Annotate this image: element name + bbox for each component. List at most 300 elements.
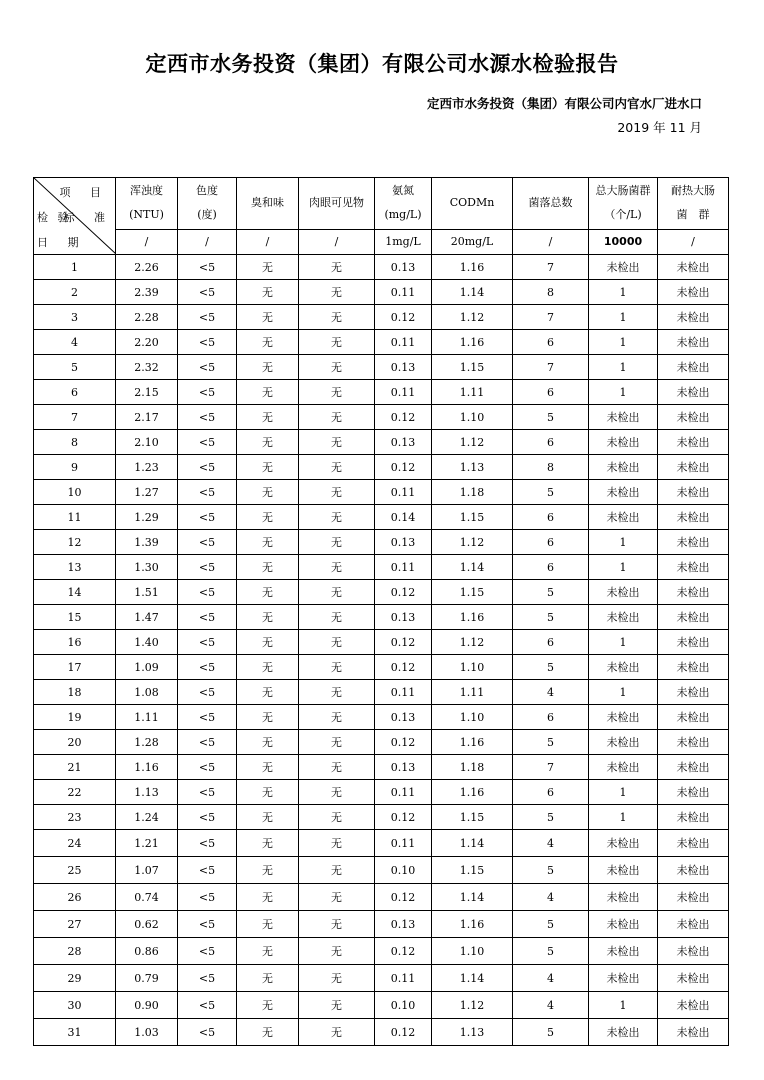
value-cell: 1.12 xyxy=(432,430,513,455)
value-cell: 1 xyxy=(589,530,658,555)
value-cell: 无 xyxy=(237,380,299,405)
value-cell: 7 xyxy=(513,255,589,280)
value-cell: 0.12 xyxy=(375,405,432,430)
value-cell: 1.16 xyxy=(432,780,513,805)
value-cell: 无 xyxy=(237,630,299,655)
value-cell: 0.14 xyxy=(375,505,432,530)
value-cell: 未检出 xyxy=(658,1019,729,1046)
value-cell: 4 xyxy=(513,992,589,1019)
value-cell: 未检出 xyxy=(658,938,729,965)
value-cell: 1.12 xyxy=(432,992,513,1019)
report-date: 2019 年 11 月 xyxy=(617,120,702,135)
standard-cell: 10000 xyxy=(589,229,658,254)
value-cell: <5 xyxy=(178,755,237,780)
value-cell: 无 xyxy=(299,780,375,805)
value-cell: 1.27 xyxy=(116,480,178,505)
day-cell: 12 xyxy=(34,530,116,555)
value-cell: 0.74 xyxy=(116,884,178,911)
value-cell: <5 xyxy=(178,680,237,705)
table-row xyxy=(34,380,729,405)
day-cell: 9 xyxy=(34,455,116,480)
table-row xyxy=(34,830,729,857)
value-cell: 1 xyxy=(589,555,658,580)
value-cell: <5 xyxy=(178,405,237,430)
value-cell: 无 xyxy=(299,938,375,965)
value-cell: 无 xyxy=(299,305,375,330)
value-cell: <5 xyxy=(178,430,237,455)
value-cell: 1.15 xyxy=(432,355,513,380)
value-cell: 2.10 xyxy=(116,430,178,455)
value-cell: 无 xyxy=(299,730,375,755)
value-cell: 无 xyxy=(237,830,299,857)
value-cell: 未检出 xyxy=(658,605,729,630)
value-cell: <5 xyxy=(178,830,237,857)
value-cell: 1.15 xyxy=(432,857,513,884)
value-cell: 0.11 xyxy=(375,330,432,355)
table-row xyxy=(34,505,729,530)
report-title: 定西市水务投资（集团）有限公司水源水检验报告 xyxy=(145,52,619,76)
value-cell: 1.12 xyxy=(432,630,513,655)
column-header-line1: 耐热大肠 xyxy=(671,184,715,198)
value-cell: 1 xyxy=(589,630,658,655)
value-cell: <5 xyxy=(178,355,237,380)
value-cell: 未检出 xyxy=(658,884,729,911)
value-cell: 0.11 xyxy=(375,830,432,857)
value-cell: 1.28 xyxy=(116,730,178,755)
value-cell: 7 xyxy=(513,305,589,330)
value-cell: 1.16 xyxy=(432,255,513,280)
column-header xyxy=(432,178,513,230)
corner-header-cell xyxy=(34,178,116,255)
value-cell: 5 xyxy=(513,580,589,605)
value-cell: 1.14 xyxy=(432,555,513,580)
value-cell: 1.23 xyxy=(116,455,178,480)
value-cell: 2.26 xyxy=(116,255,178,280)
value-cell: <5 xyxy=(178,911,237,938)
day-cell: 14 xyxy=(34,580,116,605)
column-header-line1: 总大肠菌群 xyxy=(595,184,651,198)
value-cell: 无 xyxy=(237,680,299,705)
corner-standard-label-a: 检 验 xyxy=(37,211,72,224)
value-cell: 0.13 xyxy=(375,530,432,555)
value-cell: 未检出 xyxy=(589,580,658,605)
value-cell: 1.24 xyxy=(116,805,178,830)
value-cell: 1.16 xyxy=(432,911,513,938)
value-cell: <5 xyxy=(178,530,237,555)
value-cell: 无 xyxy=(299,655,375,680)
value-cell: 1.13 xyxy=(432,455,513,480)
value-cell: 0.79 xyxy=(116,965,178,992)
value-cell: 0.11 xyxy=(375,480,432,505)
value-cell: 未检出 xyxy=(658,730,729,755)
value-cell: 5 xyxy=(513,480,589,505)
value-cell: <5 xyxy=(178,805,237,830)
value-cell: 未检出 xyxy=(658,630,729,655)
value-cell: 无 xyxy=(299,280,375,305)
table-row xyxy=(34,992,729,1019)
corner-item-label: 项 目 xyxy=(59,186,109,199)
standard-cell: 1mg/L xyxy=(375,229,432,254)
standard-cell: / xyxy=(513,229,589,254)
value-cell: 6 xyxy=(513,555,589,580)
value-cell: 2.28 xyxy=(116,305,178,330)
value-cell: 无 xyxy=(299,884,375,911)
value-cell: 未检出 xyxy=(658,705,729,730)
value-cell: 未检出 xyxy=(658,505,729,530)
day-cell: 6 xyxy=(34,380,116,405)
value-cell: 4 xyxy=(513,680,589,705)
value-cell: 1.14 xyxy=(432,884,513,911)
value-cell: 6 xyxy=(513,530,589,555)
column-header-line1: 色度 xyxy=(196,184,218,198)
value-cell: 未检出 xyxy=(658,655,729,680)
value-cell: <5 xyxy=(178,780,237,805)
value-cell: 未检出 xyxy=(589,938,658,965)
value-cell: 5 xyxy=(513,857,589,884)
day-cell: 10 xyxy=(34,480,116,505)
day-cell: 7 xyxy=(34,405,116,430)
day-cell: 24 xyxy=(34,830,116,857)
value-cell: 1.16 xyxy=(116,755,178,780)
value-cell: 无 xyxy=(299,530,375,555)
value-cell: 无 xyxy=(299,965,375,992)
value-cell: 4 xyxy=(513,884,589,911)
table-row xyxy=(34,911,729,938)
value-cell: 1.14 xyxy=(432,280,513,305)
value-cell: 6 xyxy=(513,380,589,405)
day-cell: 22 xyxy=(34,780,116,805)
value-cell: 无 xyxy=(299,857,375,884)
value-cell: 未检出 xyxy=(589,830,658,857)
table-row xyxy=(34,280,729,305)
value-cell: 0.62 xyxy=(116,911,178,938)
value-cell: <5 xyxy=(178,705,237,730)
column-header-line1: 菌落总数 xyxy=(528,196,573,210)
value-cell: 无 xyxy=(237,530,299,555)
value-cell: 1.12 xyxy=(432,305,513,330)
value-cell: 未检出 xyxy=(589,505,658,530)
day-cell: 1 xyxy=(34,255,116,280)
value-cell: 未检出 xyxy=(658,965,729,992)
table-row xyxy=(34,530,729,555)
value-cell: 未检出 xyxy=(589,884,658,911)
value-cell: 无 xyxy=(237,730,299,755)
table-row xyxy=(34,480,729,505)
day-cell: 15 xyxy=(34,605,116,630)
standard-cell: 20mg/L xyxy=(432,229,513,254)
value-cell: 无 xyxy=(237,405,299,430)
column-header-line1: 肉眼可见物 xyxy=(309,196,364,210)
value-cell: 无 xyxy=(237,1019,299,1046)
value-cell: 1.15 xyxy=(432,805,513,830)
value-cell: 未检出 xyxy=(658,580,729,605)
value-cell: 5 xyxy=(513,911,589,938)
value-cell: 未检出 xyxy=(589,755,658,780)
value-cell: 无 xyxy=(237,255,299,280)
value-cell: 未检出 xyxy=(658,530,729,555)
corner-standard-label-b: 标 准 xyxy=(63,211,113,224)
value-cell: 0.12 xyxy=(375,580,432,605)
value-cell: 1.11 xyxy=(116,705,178,730)
value-cell: 未检出 xyxy=(658,830,729,857)
day-cell: 11 xyxy=(34,505,116,530)
value-cell: 1.13 xyxy=(432,1019,513,1046)
value-cell: <5 xyxy=(178,605,237,630)
value-cell: 未检出 xyxy=(658,805,729,830)
value-cell: 7 xyxy=(513,755,589,780)
day-cell: 4 xyxy=(34,330,116,355)
value-cell: 无 xyxy=(299,680,375,705)
value-cell: 未检出 xyxy=(589,655,658,680)
value-cell: 未检出 xyxy=(658,780,729,805)
day-cell: 29 xyxy=(34,965,116,992)
value-cell: 2.32 xyxy=(116,355,178,380)
value-cell: 无 xyxy=(299,992,375,1019)
value-cell: 5 xyxy=(513,805,589,830)
value-cell: 1.18 xyxy=(432,480,513,505)
value-cell: 1.03 xyxy=(116,1019,178,1046)
value-cell: 1 xyxy=(589,780,658,805)
value-cell: 6 xyxy=(513,505,589,530)
day-cell: 3 xyxy=(34,305,116,330)
value-cell: 8 xyxy=(513,280,589,305)
value-cell: 1.11 xyxy=(432,680,513,705)
value-cell: <5 xyxy=(178,380,237,405)
value-cell: 4 xyxy=(513,965,589,992)
column-header xyxy=(658,178,729,230)
value-cell: 1.16 xyxy=(432,605,513,630)
day-cell: 21 xyxy=(34,755,116,780)
table-row xyxy=(34,730,729,755)
value-cell: 未检出 xyxy=(658,480,729,505)
column-header-line1: 氨氮 xyxy=(392,184,414,198)
value-cell: 未检出 xyxy=(589,705,658,730)
value-cell: 1.15 xyxy=(432,580,513,605)
value-cell: 6 xyxy=(513,430,589,455)
table-row xyxy=(34,938,729,965)
report-subtitle: 定西市水务投资（集团）有限公司内官水厂进水口 xyxy=(426,96,702,111)
day-cell: 25 xyxy=(34,857,116,884)
inspection-table xyxy=(33,177,729,1046)
table-row xyxy=(34,1019,729,1046)
value-cell: 1.11 xyxy=(432,380,513,405)
value-cell: 1 xyxy=(589,805,658,830)
column-header xyxy=(299,178,375,230)
table-row xyxy=(34,857,729,884)
value-cell: <5 xyxy=(178,555,237,580)
column-header xyxy=(589,178,658,230)
value-cell: <5 xyxy=(178,480,237,505)
value-cell: 0.12 xyxy=(375,305,432,330)
standards-row xyxy=(34,229,729,254)
value-cell: 无 xyxy=(237,505,299,530)
value-cell: 无 xyxy=(237,605,299,630)
value-cell: 未检出 xyxy=(589,255,658,280)
day-cell: 19 xyxy=(34,705,116,730)
value-cell: 1.13 xyxy=(116,780,178,805)
value-cell: 未检出 xyxy=(589,857,658,884)
standard-cell: / xyxy=(237,229,299,254)
value-cell: 无 xyxy=(237,884,299,911)
value-cell: 5 xyxy=(513,605,589,630)
column-header-line2: （个/L) xyxy=(604,208,642,222)
value-cell: 8 xyxy=(513,455,589,480)
value-cell: 无 xyxy=(299,505,375,530)
table-row xyxy=(34,305,729,330)
value-cell: 无 xyxy=(237,355,299,380)
value-cell: 未检出 xyxy=(658,380,729,405)
value-cell: 1.12 xyxy=(432,530,513,555)
day-cell: 20 xyxy=(34,730,116,755)
value-cell: <5 xyxy=(178,655,237,680)
value-cell: 未检出 xyxy=(658,857,729,884)
value-cell: 1 xyxy=(589,280,658,305)
column-header-line2: (NTU) xyxy=(129,208,164,222)
table-row xyxy=(34,705,729,730)
value-cell: 无 xyxy=(299,805,375,830)
value-cell: 2.39 xyxy=(116,280,178,305)
column-header-line1: 臭和味 xyxy=(251,196,284,210)
value-cell: 无 xyxy=(299,405,375,430)
value-cell: 1 xyxy=(589,355,658,380)
day-cell: 26 xyxy=(34,884,116,911)
value-cell: 无 xyxy=(237,655,299,680)
table-row xyxy=(34,605,729,630)
value-cell: 未检出 xyxy=(658,992,729,1019)
value-cell: 0.13 xyxy=(375,605,432,630)
value-cell: 未检出 xyxy=(658,255,729,280)
value-cell: 1.18 xyxy=(432,755,513,780)
value-cell: <5 xyxy=(178,938,237,965)
value-cell: 1.10 xyxy=(432,405,513,430)
value-cell: 无 xyxy=(237,911,299,938)
value-cell: 0.12 xyxy=(375,455,432,480)
value-cell: 无 xyxy=(299,580,375,605)
value-cell: 无 xyxy=(299,605,375,630)
table-row xyxy=(34,805,729,830)
value-cell: 无 xyxy=(237,330,299,355)
table-row xyxy=(34,655,729,680)
value-cell: 无 xyxy=(237,992,299,1019)
value-cell: 1.39 xyxy=(116,530,178,555)
value-cell: 无 xyxy=(299,355,375,380)
value-cell: 无 xyxy=(299,555,375,580)
value-cell: 5 xyxy=(513,938,589,965)
value-cell: 未检出 xyxy=(658,305,729,330)
value-cell: 0.11 xyxy=(375,555,432,580)
day-cell: 17 xyxy=(34,655,116,680)
value-cell: 无 xyxy=(299,755,375,780)
value-cell: 1 xyxy=(589,380,658,405)
value-cell: 未检出 xyxy=(658,405,729,430)
value-cell: 2.17 xyxy=(116,405,178,430)
value-cell: 0.13 xyxy=(375,705,432,730)
value-cell: 无 xyxy=(237,705,299,730)
value-cell: <5 xyxy=(178,884,237,911)
day-cell: 2 xyxy=(34,280,116,305)
value-cell: 无 xyxy=(237,780,299,805)
table-row xyxy=(34,580,729,605)
value-cell: 0.12 xyxy=(375,805,432,830)
value-cell: 0.11 xyxy=(375,965,432,992)
value-cell: 1 xyxy=(589,305,658,330)
value-cell: 0.12 xyxy=(375,938,432,965)
value-cell: 0.11 xyxy=(375,680,432,705)
value-cell: 0.10 xyxy=(375,857,432,884)
table-row xyxy=(34,965,729,992)
column-header-line2: (度) xyxy=(197,208,217,222)
value-cell: 5 xyxy=(513,730,589,755)
value-cell: 1.30 xyxy=(116,555,178,580)
value-cell: 无 xyxy=(299,255,375,280)
corner-day-label: 日 期 xyxy=(37,236,87,249)
value-cell: 1.10 xyxy=(432,705,513,730)
column-header-line1: CODMn xyxy=(449,196,495,210)
value-cell: 未检出 xyxy=(589,405,658,430)
column-header-line2: (mg/L) xyxy=(384,208,422,222)
value-cell: 未检出 xyxy=(658,755,729,780)
value-cell: 未检出 xyxy=(589,605,658,630)
value-cell: 0.11 xyxy=(375,280,432,305)
value-cell: 0.13 xyxy=(375,430,432,455)
value-cell: 无 xyxy=(299,455,375,480)
column-header xyxy=(513,178,589,230)
header-row xyxy=(34,178,729,230)
value-cell: 未检出 xyxy=(589,965,658,992)
value-cell: 无 xyxy=(299,430,375,455)
value-cell: <5 xyxy=(178,330,237,355)
value-cell: 未检出 xyxy=(589,730,658,755)
table-row xyxy=(34,884,729,911)
value-cell: 5 xyxy=(513,655,589,680)
value-cell: 无 xyxy=(299,830,375,857)
value-cell: <5 xyxy=(178,1019,237,1046)
value-cell: 无 xyxy=(237,938,299,965)
standard-cell: / xyxy=(178,229,237,254)
value-cell: <5 xyxy=(178,630,237,655)
value-cell: <5 xyxy=(178,580,237,605)
value-cell: 未检出 xyxy=(589,480,658,505)
table-row xyxy=(34,755,729,780)
value-cell: 未检出 xyxy=(589,911,658,938)
standard-cell: / xyxy=(299,229,375,254)
value-cell: 0.13 xyxy=(375,755,432,780)
value-cell: 0.13 xyxy=(375,911,432,938)
value-cell: 0.86 xyxy=(116,938,178,965)
value-cell: 0.12 xyxy=(375,655,432,680)
value-cell: <5 xyxy=(178,305,237,330)
value-cell: 6 xyxy=(513,630,589,655)
value-cell: 无 xyxy=(237,430,299,455)
table-row xyxy=(34,555,729,580)
value-cell: 6 xyxy=(513,705,589,730)
value-cell: 6 xyxy=(513,330,589,355)
value-cell: 0.12 xyxy=(375,730,432,755)
value-cell: 1 xyxy=(589,330,658,355)
value-cell: <5 xyxy=(178,505,237,530)
day-cell: 31 xyxy=(34,1019,116,1046)
column-header xyxy=(116,178,178,230)
value-cell: 1.16 xyxy=(432,330,513,355)
value-cell: 未检出 xyxy=(658,430,729,455)
value-cell: 1.10 xyxy=(432,655,513,680)
value-cell: 1.40 xyxy=(116,630,178,655)
value-cell: 无 xyxy=(299,911,375,938)
value-cell: <5 xyxy=(178,857,237,884)
table-row xyxy=(34,455,729,480)
value-cell: 无 xyxy=(299,630,375,655)
table-row xyxy=(34,680,729,705)
